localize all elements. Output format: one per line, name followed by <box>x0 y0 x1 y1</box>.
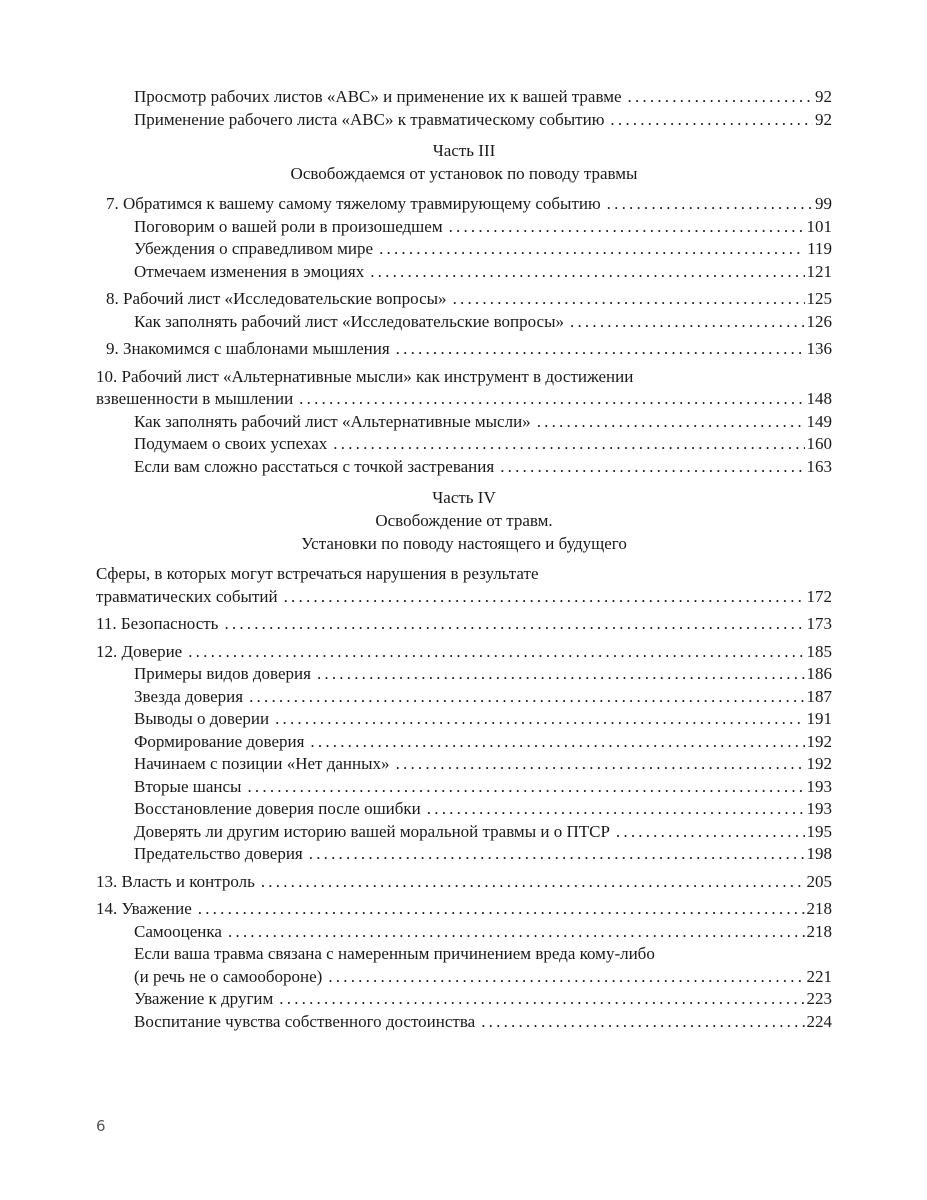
dot-leader <box>228 921 805 944</box>
toc-entry-title: 10. Рабочий лист «Альтернативные мысли» как инструмент в достижении <box>96 366 634 386</box>
toc-entry-page: 192 <box>806 731 832 751</box>
toc-entry[interactable] <box>96 753 832 776</box>
toc-entry[interactable] <box>96 456 832 479</box>
toc-entry[interactable] <box>96 1011 832 1034</box>
toc-entry-page: 185 <box>806 641 832 661</box>
part-heading-4 <box>96 486 832 555</box>
dot-leader <box>481 1011 804 1034</box>
toc-entry[interactable] <box>96 216 832 239</box>
dot-leader <box>396 338 805 361</box>
toc-entry-title: Подумаем о своих успехах <box>134 434 328 453</box>
toc-entry-page: 224 <box>806 1011 832 1031</box>
toc-entry[interactable] <box>96 411 832 434</box>
dot-leader <box>279 988 804 1011</box>
toc-entry-title: Звезда доверия <box>134 686 244 706</box>
toc-entry-title-cont: (и речь не о самообороне) <box>134 966 323 986</box>
dot-leader <box>249 686 804 709</box>
toc-entry-page: 99 <box>815 194 832 213</box>
toc-chapter[interactable] <box>96 898 832 921</box>
toc-entry-page: 205 <box>806 871 832 891</box>
toc-entry[interactable] <box>96 86 832 109</box>
dot-leader <box>188 641 804 664</box>
dot-leader <box>449 216 805 239</box>
toc-entry-title: Восстановление доверия после ошибки <box>134 799 421 818</box>
toc-entry-title: Если ваша травма связана с намеренным причинением вреда кому-либо <box>134 944 655 963</box>
toc-entry-page: 92 <box>815 87 832 106</box>
toc-entry-title: Поговорим о вашей роли в произошедшем <box>134 216 443 236</box>
toc-chapter[interactable] <box>96 366 832 411</box>
part-title: Часть IV <box>432 488 496 507</box>
dot-leader <box>628 86 813 109</box>
dot-leader <box>370 261 804 284</box>
toc-entry-page: 92 <box>815 109 832 129</box>
toc-entry-title: Формирование доверия <box>134 731 305 751</box>
dot-leader <box>224 613 804 636</box>
toc-entry[interactable] <box>96 943 832 988</box>
toc-entry-title: Выводы о доверии <box>134 709 270 728</box>
toc-entry-title: 8. Рабочий лист «Исследовательские вопросы» <box>106 289 447 308</box>
toc-chapter[interactable] <box>96 338 832 361</box>
toc-entry[interactable] <box>96 843 832 866</box>
part-subtitle: Освобождение от травм. <box>375 511 553 530</box>
toc-entry-page: 125 <box>806 289 832 308</box>
toc-entry-page: 198 <box>806 844 832 863</box>
dot-leader <box>379 238 805 261</box>
dot-leader <box>537 411 805 434</box>
toc-entry-page: 126 <box>806 311 832 331</box>
toc-entry-page: 192 <box>806 754 832 773</box>
toc-chapter[interactable] <box>96 563 832 608</box>
toc-entry-page: 148 <box>806 389 832 408</box>
dot-leader <box>310 731 804 754</box>
dot-leader <box>570 311 804 334</box>
toc-entry-page: 160 <box>806 434 832 453</box>
toc-entry-page: 195 <box>806 821 832 841</box>
toc-entry-title: Начинаем с позиции «Нет данных» <box>134 754 390 773</box>
toc-entry-page: 101 <box>806 216 832 236</box>
toc-entry[interactable] <box>96 821 832 844</box>
dot-leader <box>247 776 804 799</box>
dot-leader <box>261 871 805 894</box>
page-number: 6 <box>96 1117 106 1135</box>
toc-entry[interactable] <box>96 433 832 456</box>
toc-entry[interactable] <box>96 921 832 944</box>
toc-entry-title: 9. Знакомимся с шаблонами мышления <box>106 339 390 358</box>
toc-entry-title: 12. Доверие <box>96 641 183 661</box>
toc-entry[interactable] <box>96 708 832 731</box>
toc-entry-page: 149 <box>806 411 832 431</box>
toc-entry[interactable] <box>96 238 832 261</box>
part-subtitle: Освобождаемся от установок по поводу травмы <box>290 164 638 183</box>
toc-entry-page: 218 <box>806 899 832 918</box>
table-of-contents <box>96 86 832 1033</box>
toc-chapter[interactable] <box>96 193 832 216</box>
dot-leader <box>299 388 804 411</box>
dot-leader <box>275 708 804 731</box>
toc-entry-title: 11. Безопасность <box>96 614 219 633</box>
part-title: Часть III <box>432 141 496 160</box>
toc-chapter[interactable] <box>96 288 832 311</box>
toc-entry-title: Уважение к другим <box>134 989 274 1008</box>
toc-entry-title: 7. Обратимся к вашему самому тяжелому травмирующему событию <box>106 194 601 213</box>
toc-entry-page: 193 <box>806 776 832 796</box>
dot-leader <box>284 586 805 609</box>
toc-entry-title: Воспитание чувства собственного достоинства <box>134 1011 476 1031</box>
dot-leader <box>453 288 805 311</box>
toc-entry-title: Доверять ли другим историю вашей моральной травмы и о ПТСР <box>134 821 610 841</box>
toc-entry-title: 14. Уважение <box>96 899 192 918</box>
toc-entry[interactable] <box>96 261 832 284</box>
toc-entry[interactable] <box>96 311 832 334</box>
toc-entry[interactable] <box>96 988 832 1011</box>
dot-leader <box>396 753 805 776</box>
toc-chapter[interactable] <box>96 641 832 664</box>
toc-entry-page: 163 <box>806 456 832 476</box>
dot-leader <box>616 821 805 844</box>
dot-leader <box>309 843 805 866</box>
toc-entry-page: 121 <box>806 261 832 281</box>
dot-leader <box>427 798 805 821</box>
dot-leader <box>610 109 813 132</box>
toc-entry-page: 119 <box>807 239 832 258</box>
toc-entry-page: 223 <box>806 989 832 1008</box>
part-heading-3 <box>96 139 832 185</box>
toc-entry-title: Сферы, в которых могут встречаться нарушения в результате <box>96 564 539 583</box>
toc-entry-page: 186 <box>806 664 832 683</box>
toc-entry-title: Применение рабочего листа «ABC» к травматическому событию <box>134 109 605 129</box>
toc-entry-page: 191 <box>806 709 832 728</box>
dot-leader <box>500 456 804 479</box>
toc-entry-title-cont: травматических событий <box>96 586 278 606</box>
toc-entry-page: 218 <box>806 921 832 941</box>
toc-entry-title: Самооценка <box>134 921 222 941</box>
dot-leader <box>198 898 805 921</box>
dot-leader <box>333 433 804 456</box>
toc-entry-title: Вторые шансы <box>134 776 242 796</box>
toc-entry[interactable] <box>96 776 832 799</box>
dot-leader <box>607 193 813 216</box>
dot-leader <box>328 966 804 989</box>
toc-entry-page: 221 <box>806 966 832 986</box>
toc-chapter[interactable] <box>96 871 832 894</box>
toc-entry-title: Если вам сложно расстаться с точкой застревания <box>134 456 495 476</box>
toc-entry-title-cont: взвешенности в мышлении <box>96 389 294 408</box>
toc-entry[interactable] <box>96 663 832 686</box>
toc-entry[interactable] <box>96 109 832 132</box>
toc-entry-title: Убеждения о справедливом мире <box>134 239 374 258</box>
toc-entry-page: 193 <box>806 799 832 818</box>
toc-entry-title: Примеры видов доверия <box>134 664 311 683</box>
toc-entry[interactable] <box>96 798 832 821</box>
part-subtitle: Установки по поводу настоящего и будущего <box>301 534 627 553</box>
toc-entry[interactable] <box>96 731 832 754</box>
toc-entry-title: Как заполнять рабочий лист «Альтернативные мысли» <box>134 411 531 431</box>
toc-entry-title: Как заполнять рабочий лист «Исследовательские вопросы» <box>134 311 565 331</box>
toc-entry-page: 187 <box>806 686 832 706</box>
toc-entry-title: Предательство доверия <box>134 844 303 863</box>
toc-chapter[interactable] <box>96 613 832 636</box>
toc-entry-page: 173 <box>806 614 832 633</box>
toc-entry-title: Просмотр рабочих листов «ABC» и применение их к вашей травме <box>134 87 622 106</box>
toc-entry-page: 136 <box>806 339 832 358</box>
toc-entry-page: 172 <box>806 586 832 606</box>
dot-leader <box>317 663 805 686</box>
toc-entry-title: 13. Власть и контроль <box>96 871 255 891</box>
toc-entry-title: Отмечаем изменения в эмоциях <box>134 261 365 281</box>
toc-entry[interactable] <box>96 686 832 709</box>
